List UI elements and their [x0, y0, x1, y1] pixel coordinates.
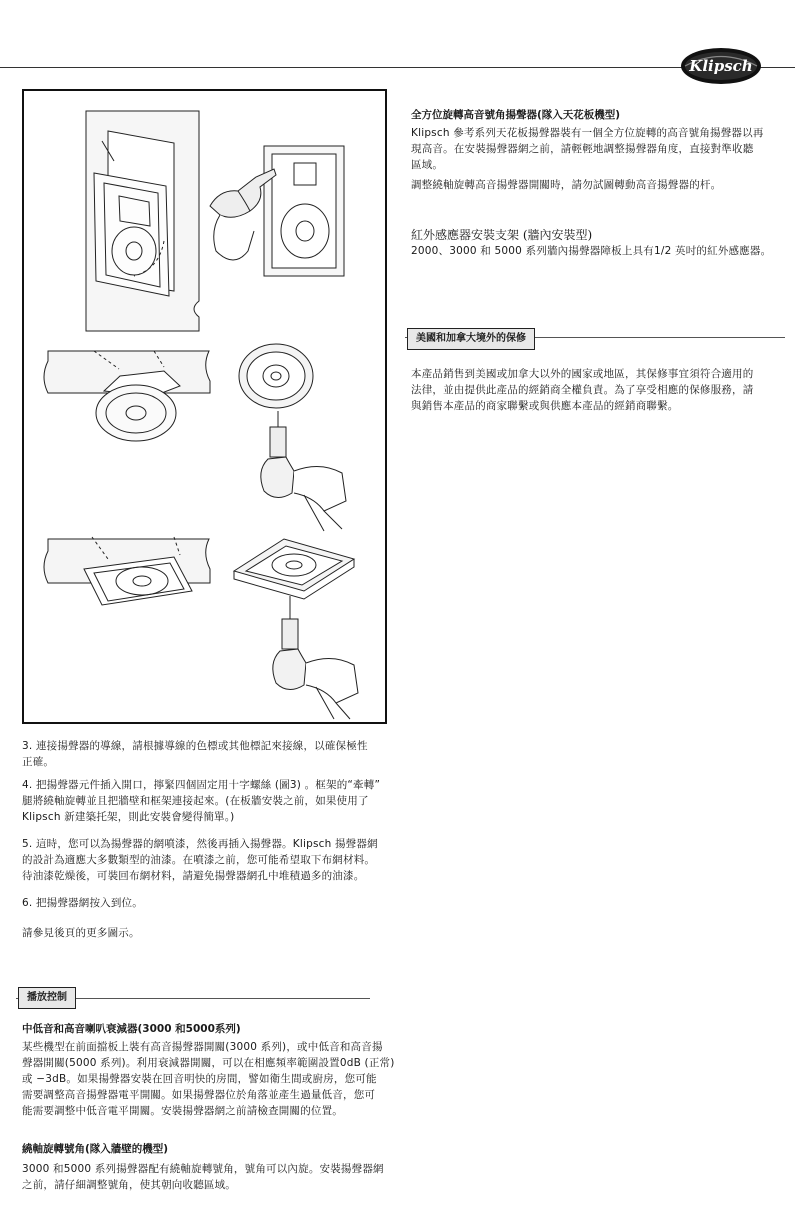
- svg-text:Klipsch: Klipsch: [689, 57, 753, 75]
- paragraph-line: 2000、3000 和 5000 系列牆內揚聲器障板上具有1/2 英吋的紅外感應器。: [411, 245, 772, 257]
- section-title-ir-sensor: 紅外感應器安裝支架 (牆內安裝型): [411, 228, 593, 242]
- paragraph-line: 需要調整高音揚聲器電平開關。如果揚聲器位於角落並產生過量低音，您可: [22, 1089, 376, 1101]
- paragraph-line: 聲器開關(5000 系列)。利用衰減器開關，可以在相應頻率範圍設置0dB (正常): [22, 1057, 395, 1069]
- warranty-section-tab: 美國和加拿大境外的保修: [407, 328, 535, 350]
- installation-illustration: [22, 89, 387, 724]
- see-more-note: 請參見後頁的更多圖示。: [22, 927, 140, 939]
- paragraph-line: 現高音。在安裝揚聲器網之前，請輕輕地調整揚聲器角度，直接對準收聽: [411, 143, 754, 155]
- header-rule: [0, 67, 683, 68]
- step-6: 6. 把揚聲器網按入到位。: [22, 897, 143, 909]
- paragraph-line: 調整繞軸旋轉高音揚聲器開關時，請勿試圖轉動高音揚聲器的杆。: [411, 179, 722, 191]
- playback-control-tab: 播放控制: [18, 987, 76, 1009]
- paragraph-line: 某些機型在前面擋板上裝有高音揚聲器開關(3000 系列)，或中低音和高音揚: [22, 1041, 383, 1053]
- paragraph-line: 能需要調整中低音電平開關。安裝揚聲器網之前請檢查開關的位置。: [22, 1105, 343, 1117]
- installation-drawing: [24, 91, 385, 722]
- step-4-line: 4. 把揚聲器元件插入開口，擰緊四個固定用十字螺絲 (圖3) 。框架的“牽轉”: [22, 779, 381, 791]
- step-4-line: Klipsch 新建築托架，則此安裝會變得簡單。): [22, 811, 235, 823]
- section-title-pivot-horn: 繞軸旋轉號角(隊入牆壁的機型): [22, 1143, 169, 1155]
- klipsch-logo: [679, 45, 763, 87]
- step-5-line: 的設計為適應大多數類型的油漆。在噴漆之前，您可能希望取下布網材料。: [22, 854, 376, 866]
- section-title-attenuator: 中低音和高音喇叭衰減器(3000 和5000系列): [22, 1023, 241, 1035]
- paragraph-line: 3000 和5000 系列揚聲器配有繞軸旋轉號角，號角可以內旋。安裝揚聲器網: [22, 1163, 384, 1175]
- paragraph-line: 或 −3dB。如果揚聲器安裝在回音明快的房間，譬如衛生間或廚房，您可能: [22, 1073, 377, 1085]
- step-5-line: 待油漆乾燥後，可裝回布網材料，請避免揚聲器網孔中堆積過多的油漆。: [22, 870, 365, 882]
- step-3-line: 正確。: [22, 756, 55, 768]
- step-4-line: 腿將繞軸旋轉並且把牆壁和框架連接起來。(在板牆安裝之前，如果使用了: [22, 795, 369, 807]
- step-3-line: 3. 連接揚聲器的導線，請根據導線的色標或其他標記來接線，以確保極性: [22, 740, 368, 752]
- section-title-rotating-tweeter: 全方位旋轉高音號角揚聲器(隊入天花板機型): [411, 109, 621, 121]
- paragraph-line: Klipsch 參考系列天花板揚聲器裝有一個全方位旋轉的高音號角揚聲器以再: [411, 127, 764, 139]
- paragraph-line: 與銷售本產品的商家聯繫或與供應本產品的經銷商聯繫。: [411, 400, 679, 412]
- paragraph-line: 本產品銷售到美國或加拿大以外的國家或地區，其保修事宜須符合適用的: [411, 368, 754, 380]
- paragraph-line: 之前，請仔細調整號角，使其朝向收聽區域。: [22, 1179, 236, 1191]
- paragraph-line: 法律，並由提供此產品的經銷商全權負責。為了享受相應的保修服務，請: [411, 384, 754, 396]
- paragraph-line: 區域。: [411, 159, 444, 171]
- step-5-line: 5. 這時，您可以為揚聲器的網噴漆，然後再插入揚聲器。Klipsch 揚聲器網: [22, 838, 378, 850]
- header-rule-right: [759, 67, 795, 68]
